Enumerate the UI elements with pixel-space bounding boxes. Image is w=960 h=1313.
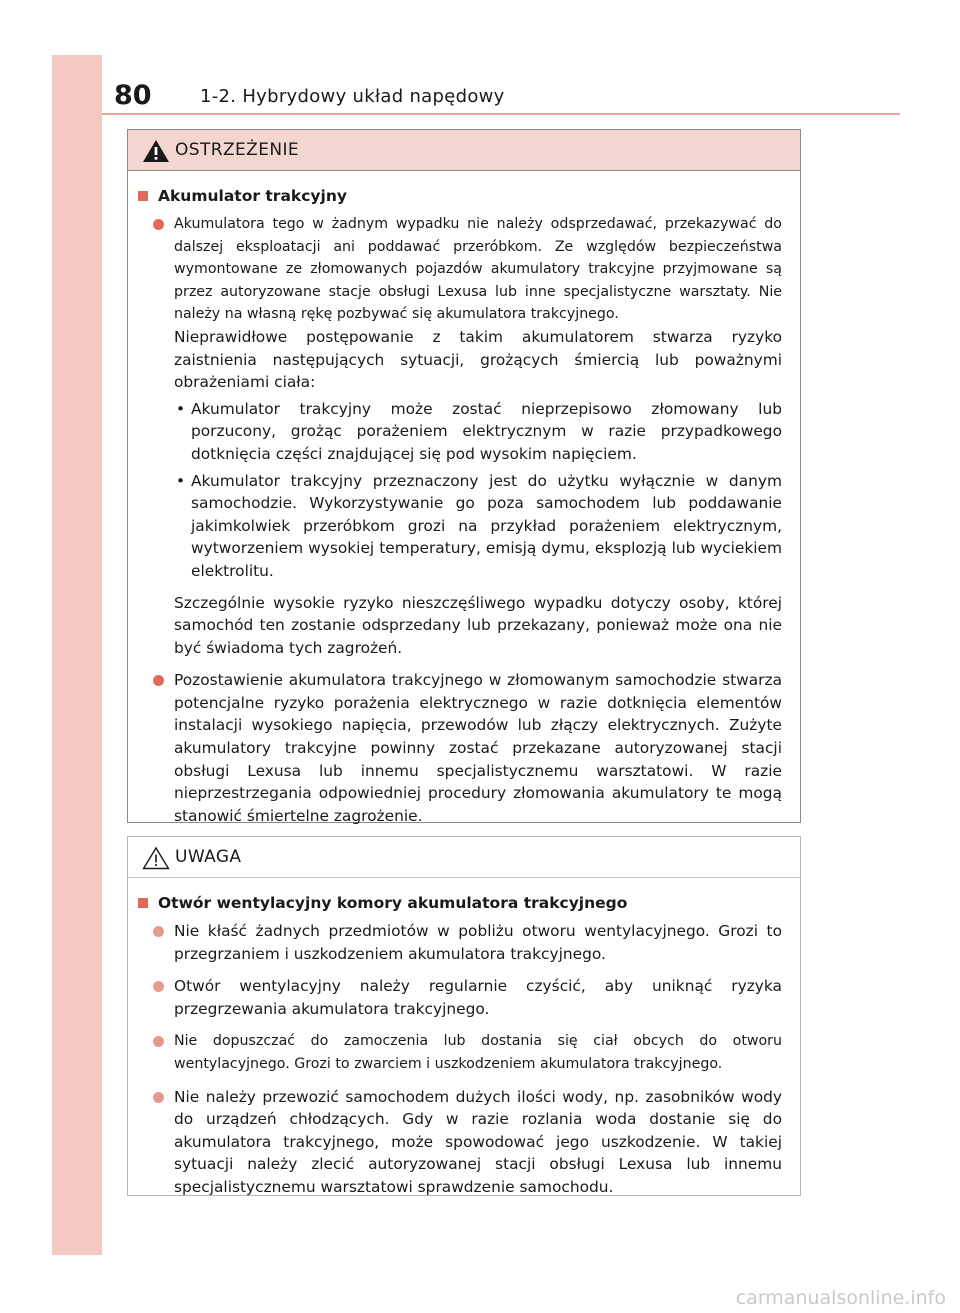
round-bullet-icon <box>153 926 164 937</box>
warning-triangle-outline-icon <box>142 846 170 870</box>
warning-item <box>138 669 782 827</box>
notice-item-text: Otwór wentylacyjny należy regularnie czyścić, aby uniknąć ryzyka przegrzewania akumulatora trakcyjnego. <box>174 977 782 1018</box>
warning-box-header <box>128 130 800 171</box>
warning-subitem-text: Akumulator trakcyjny przeznaczony jest do użytku wyłącznie w danym samochodzie. Wykorzystywanie go poza samochodem lub poddawanie jakimkolwiek przeróbkom grozi na przykład porażeniem elektrycznym, wytworzeniem wysokiej temperatury, emisją dymu, eksplozją lub wyciekiem elektrolitu. <box>191 471 782 580</box>
page-number: 80 <box>114 80 152 111</box>
round-bullet-icon <box>153 1036 164 1047</box>
notice-box <box>127 836 801 1196</box>
dot-marker: • <box>176 471 186 490</box>
round-bullet-icon <box>153 981 164 992</box>
warning-item-paragraph: Pozostawienie akumulatora trakcyjnego w złomowanym samochodzie stwarza potencjalne ryzyko porażenia elektrycznego w razie dotknięcia elementów instalacji wysokiego napięcia, przewodów lub złączy elektrycznych. Zużyte akumulatory trakcyjne powinny zostać przekazane autoryzowanej stacji obsługi Lexusa lub innemu specjalistycznemu warsztatowi. W razie nieprzestrzegania odpowiedniej procedury złomowania akumulatory te mogą stanowić śmiertelne zagrożenie. <box>174 671 782 825</box>
warning-title: OSTRZEŻENIE <box>175 140 300 160</box>
watermark: carmanualsonline.info <box>735 1287 946 1309</box>
warning-topic-label: Akumulator trakcyjny <box>158 187 347 205</box>
warning-subitem-text: Akumulator trakcyjny może zostać nieprzepisowo złomowany lub porzucony, grożąc porażeniem elektrycznym w razie przypadkowego dotknięcia części znajdującej się pod wysokim napięciem. <box>191 399 782 463</box>
notice-box-header <box>128 837 800 878</box>
warning-body <box>128 171 800 827</box>
notice-item <box>138 1030 782 1075</box>
notice-item <box>138 1086 782 1199</box>
notice-item-text: Nie kłaść żadnych przedmiotów w pobliżu otworu wentylacyjnego. Grozi to przegrzaniem i uszkodzeniem akumulatora trakcyjnego. <box>174 922 782 963</box>
notice-body <box>128 878 800 1199</box>
warning-item-paragraph: Nieprawidłowe postępowanie z takim akumulatorem stwarza ryzyko zaistnienia następujących sytuacji, grożących śmiercią lub poważnymi obrażeniami ciała: <box>174 327 782 392</box>
warning-triangle-filled-icon <box>142 139 170 163</box>
warning-item <box>138 213 782 659</box>
round-bullet-icon <box>153 1092 164 1103</box>
square-bullet-icon <box>138 898 148 908</box>
warning-subitem <box>174 470 782 583</box>
page-header <box>112 76 900 116</box>
header-rule <box>102 113 900 115</box>
notice-topic-label: Otwór wentylacyjny komory akumulatora trakcyjnego <box>158 894 628 912</box>
notice-item-text: Nie należy przewozić samochodem dużych ilości wody, np. zasobników wody do urządzeń chłodzących. Gdy w razie rozlania woda dostanie się do akumulatora trakcyjnego, może spowodować jego uszkodzenie. W takiej sytuacji należy zlecić autoryzowanej stacji obsługi Lexusa lub innemu specjalistycznemu warsztatowi sprawdzenie samochodu. <box>174 1087 782 1196</box>
notice-item <box>138 975 782 1020</box>
side-band <box>52 55 102 1255</box>
round-bullet-icon <box>153 675 164 686</box>
notice-item-text: Nie dopuszczać do zamoczenia lub dostania się ciał obcych do otworu wentylacyjnego. Grozi to zwarciem i uszkodzeniem akumulatora trakcyjnego. <box>174 1033 782 1072</box>
warning-item-paragraph: Szczególnie wysokie ryzyko nieszczęśliwego wypadku dotyczy osoby, której samochód ten zostanie odsprzedany lub przekazany, ponieważ może ona nie być świadoma tych zagrożeń. <box>174 593 782 657</box>
square-bullet-icon <box>138 191 148 201</box>
dot-marker: • <box>176 399 186 418</box>
notice-topic <box>138 894 782 912</box>
notice-title: UWAGA <box>175 847 242 867</box>
warning-topic <box>138 187 782 205</box>
round-bullet-icon <box>153 219 164 230</box>
section-title: 1-2. Hybrydowy układ napędowy <box>200 86 505 107</box>
warning-box <box>127 129 801 823</box>
warning-item-paragraph: Akumulatora tego w żadnym wypadku nie należy odsprzedawać, przekazywać do dalszej eksploatacji ani poddawać przeróbkom. Ze względów bezpieczeństwa wymontowane ze złomowanych pojazdów akumulatory trakcyjne przyjmowane są przez autoryzowane stacje obsługi Lexusa lub inne specjalistyczne warsztaty. Nie należy na własną rękę pozbywać się akumulatora trakcyjnego. <box>174 216 782 323</box>
warning-subitem <box>174 398 782 466</box>
notice-item <box>138 920 782 965</box>
